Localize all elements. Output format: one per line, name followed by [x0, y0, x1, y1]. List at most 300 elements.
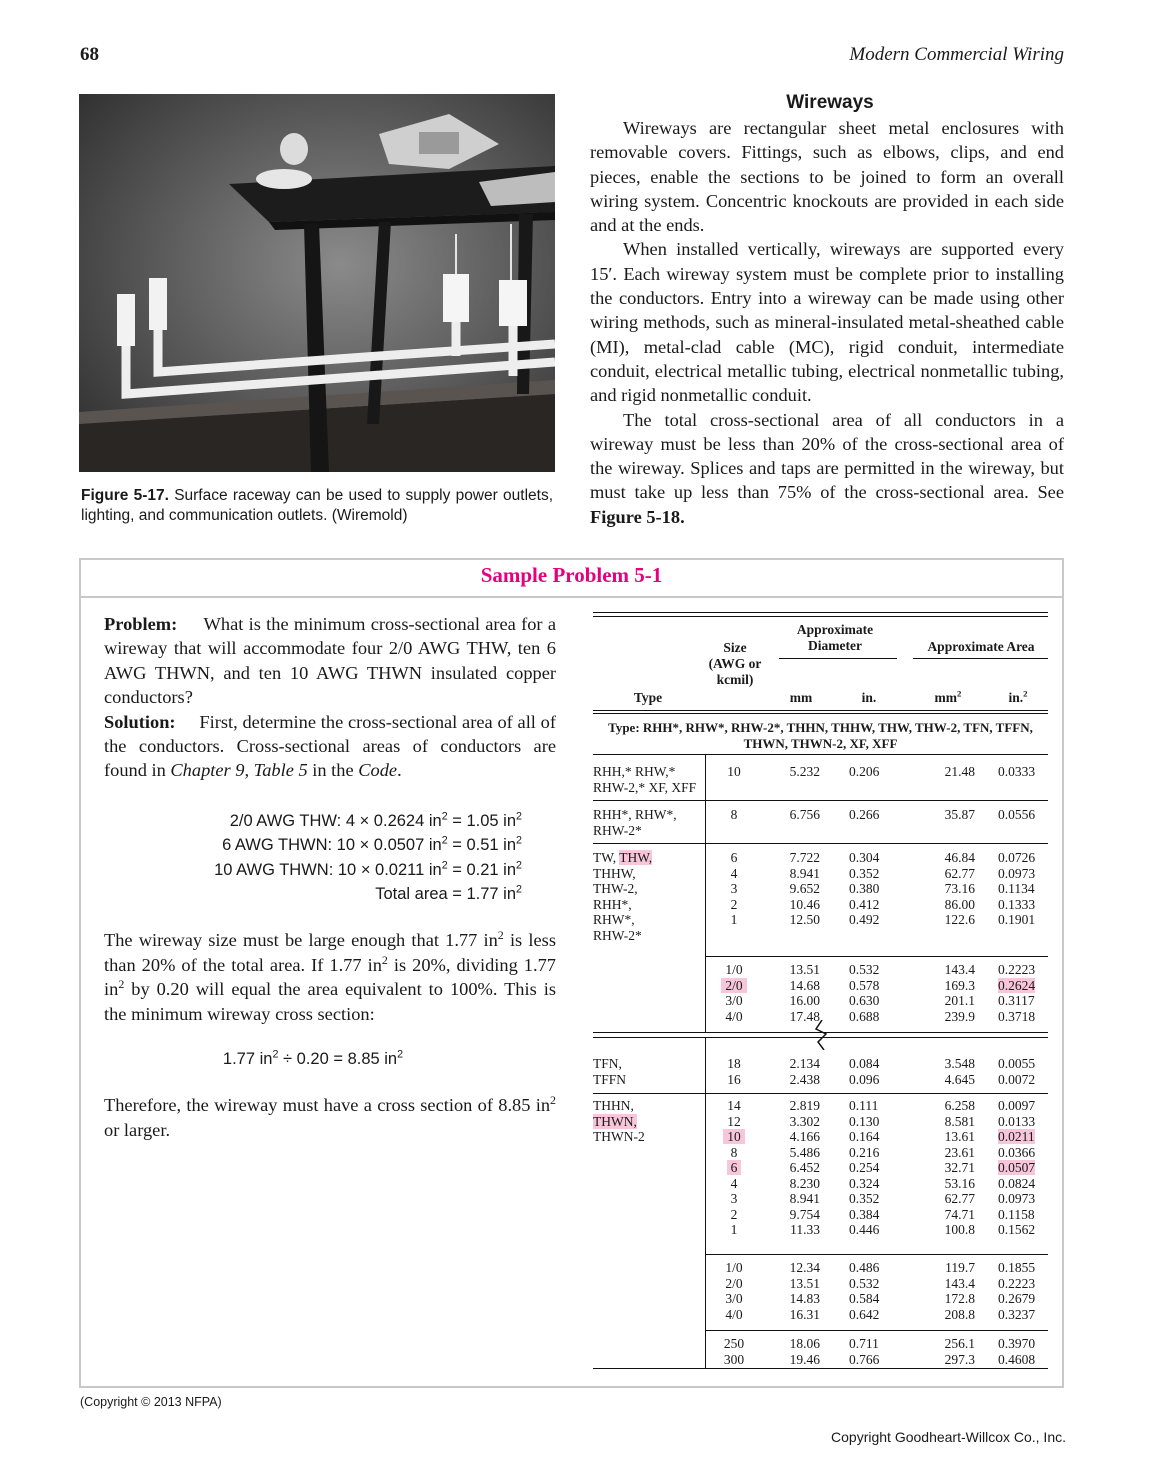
- cell-value: 0.0973: [998, 865, 1036, 881]
- cell-value: 169.3: [944, 977, 975, 993]
- table-break-mark: [808, 1020, 838, 1050]
- header-approx-diameter: Approximate Diameter: [796, 622, 874, 653]
- table-cell-mm: [776, 962, 820, 978]
- table-cell-in2: [998, 1207, 1046, 1223]
- table-cell-in2: [998, 1098, 1046, 1114]
- type-label: THHN,: [593, 1098, 634, 1113]
- type-text: TW,: [593, 850, 620, 865]
- table-cell-mm2: [911, 897, 975, 913]
- table-cell-size: [705, 1145, 763, 1161]
- sup: 2: [441, 859, 448, 872]
- cell-value: 6.452: [789, 1160, 820, 1175]
- table-cell-in2: [998, 764, 1046, 780]
- cell-value: 6: [727, 1160, 742, 1175]
- header-size: Size (AWG or kcmil): [708, 640, 762, 687]
- calc-line-6-thwn: [104, 833, 522, 857]
- cell-value: 4/0: [725, 1306, 743, 1322]
- cell-value: 0.4608: [998, 1351, 1036, 1367]
- para2-d: by 0.20 will equal the area equivalent to 100%. This is the minimum wireway cross section:: [104, 979, 556, 1024]
- cell-value: 12.34: [789, 1260, 820, 1275]
- cell-value: 3/0: [725, 993, 743, 1008]
- table-cell-mm: [776, 764, 820, 780]
- cell-value: 201.1: [944, 993, 975, 1008]
- table-cell-in2: [998, 866, 1046, 882]
- calc-line-2-0-thw: [104, 809, 522, 833]
- table-cell-in: [849, 1009, 889, 1025]
- table-cell-mm2: [911, 1176, 975, 1192]
- table-cell-mm: [776, 807, 820, 823]
- cell-value: 208.8: [944, 1306, 975, 1322]
- table-cell-in2: [998, 1160, 1046, 1176]
- table-cell-mm: [776, 1072, 820, 1088]
- cell-value: 0.0556: [998, 807, 1036, 822]
- table-cell-mm2: [911, 962, 975, 978]
- cell-value: 8.941: [789, 865, 820, 881]
- cell-value: 0.1158: [998, 1206, 1035, 1222]
- table-cell-mm: [776, 1129, 820, 1145]
- figure-reference: Figure 5-18.: [590, 506, 685, 527]
- table-credit: (Copyright © 2013 NFPA): [80, 1395, 222, 1409]
- cell-value: 0.130: [849, 1113, 880, 1129]
- cell-value: 18.06: [789, 1336, 820, 1351]
- calc-line-10-thwn: [104, 858, 522, 882]
- table-cell-size: [705, 993, 763, 1009]
- table-cell-mm2: [911, 1336, 975, 1352]
- cell-value: 8.581: [944, 1113, 975, 1129]
- table-cell-in2: [998, 912, 1046, 928]
- cell-value: 6: [730, 850, 738, 865]
- table-cell-in2: [998, 1145, 1046, 1161]
- header-in2: [993, 690, 1043, 706]
- type-label: TFFN: [593, 1071, 627, 1087]
- table-cell-in2: [998, 1260, 1046, 1276]
- table-cell-in2: [998, 1191, 1046, 1207]
- table-column-divider: [705, 800, 706, 843]
- table-cell-in2: [998, 1114, 1046, 1130]
- cell-value: 74.71: [944, 1206, 975, 1222]
- cell-value: 172.8: [944, 1291, 975, 1306]
- table-cell-mm: [776, 993, 820, 1009]
- paragraph-2: When installed vertically, wireways are supported every 15′. Each wireway system must be complete prior to installing the conductors. Entry into a wireway can be made using other wiring methods, such as mineral-insulated metal-sheathed cable (MI), metal-clad cable (MC), rigid conduit, intermediate conduit, electrical metallic tubing, electrical nonmetallic tubing, and rigid nonmetallic conduit.: [590, 239, 1064, 406]
- type-label: [593, 850, 703, 866]
- wireways-section: [590, 92, 1064, 529]
- calc2-a: 6 AWG THWN: 10 × 0.0507 in: [222, 836, 442, 855]
- cell-value: 250: [723, 1336, 745, 1351]
- table-rule: [705, 956, 1048, 957]
- table-cell-mm: [776, 912, 820, 928]
- figure-caption: [81, 486, 553, 526]
- calc-line-total: [104, 882, 522, 906]
- cell-value: 122.6: [944, 912, 975, 927]
- cell-value: 13.51: [789, 1275, 820, 1291]
- table-cell-mm2: [911, 1276, 975, 1292]
- table-cell-size: [705, 1260, 763, 1276]
- type-text-highlight: THWN,: [593, 1113, 637, 1129]
- table-cell-mm2: [911, 866, 975, 882]
- cell-value: 0.711: [849, 1336, 879, 1351]
- table-cell-mm2: [911, 1056, 975, 1072]
- table-cell-size: [705, 1276, 763, 1292]
- cell-value: 14.68: [789, 977, 820, 993]
- cell-value: 13.61: [944, 1129, 975, 1144]
- table-cell-mm2: [911, 1009, 975, 1025]
- cell-value: 0.532: [849, 962, 880, 977]
- cell-value: 4: [730, 865, 738, 881]
- para2-c: is 20%, dividing 1.77 in: [104, 954, 556, 1000]
- cell-value: 1: [730, 912, 738, 927]
- cell-value: 0.0366: [998, 1144, 1036, 1160]
- sample-problem-text: [104, 612, 556, 1142]
- sup: 2: [118, 977, 125, 992]
- sample-problem-title: Sample Problem 5-1: [480, 563, 663, 587]
- table-cell-mm2: [911, 1260, 975, 1276]
- table-cell-in: [849, 912, 889, 928]
- cell-value: 0.446: [849, 1222, 880, 1237]
- table-cell-in2: [998, 807, 1046, 823]
- cell-value: 0.2223: [998, 962, 1036, 977]
- cell-value: 9.754: [789, 1206, 820, 1222]
- cell-value: 0.0055: [998, 1056, 1036, 1071]
- cell-value: 2.134: [789, 1056, 820, 1071]
- cell-value: 4/0: [725, 1008, 743, 1024]
- type-label: RHW-2*: [593, 822, 642, 838]
- cell-value: 100.8: [944, 1222, 975, 1237]
- problem-statement: [104, 612, 556, 710]
- table-cell-in: [849, 850, 889, 866]
- table-cell-in2: [998, 1352, 1046, 1368]
- table-cell-mm: [776, 1145, 820, 1161]
- cell-value: 9.652: [789, 881, 820, 896]
- cell-value: 10: [727, 764, 741, 779]
- table-cell-size: [705, 807, 763, 823]
- cell-value: 0.688: [849, 1008, 880, 1024]
- table-cell-mm2: [911, 1145, 975, 1161]
- table-cell-mm: [776, 1222, 820, 1238]
- paragraph-3-text: The total cross-sectional area of all conductors in a wireway must be less than 20% of the cross-sectional area of the wireway. Splices and taps are permitted in the wireway, but must take up less than 75% of the cross-sectional area. See: [590, 409, 1064, 503]
- table-cell-in: [849, 1072, 889, 1088]
- table-cell-size: [705, 1352, 763, 1368]
- table-cell-mm2: [911, 1098, 975, 1114]
- cell-value: 0.266: [849, 807, 880, 822]
- table-cell-mm: [776, 978, 820, 994]
- para2-a: The wireway size must be large enough that 1.77 in: [104, 930, 498, 951]
- cell-value: 35.87: [944, 807, 975, 822]
- cell-value: 4: [730, 1175, 738, 1191]
- cell-value: 14: [727, 1098, 741, 1113]
- table-cell-mm: [776, 1056, 820, 1072]
- table-cell-mm: [776, 1291, 820, 1307]
- cell-value: 46.84: [944, 850, 975, 865]
- table-cell-in: [849, 881, 889, 897]
- table-cell-size: [705, 897, 763, 913]
- cell-value: 4.166: [789, 1129, 820, 1144]
- cell-value: 0.3117: [998, 993, 1035, 1008]
- sup: 2: [516, 883, 522, 896]
- cell-value: 2/0: [725, 1275, 743, 1291]
- running-title: Modern Commercial Wiring: [849, 44, 1064, 65]
- cell-value: 32.71: [944, 1160, 975, 1175]
- type-label: RHH*,: [593, 896, 632, 912]
- section-heading: Wireways: [786, 92, 874, 113]
- type-label: [593, 1114, 703, 1130]
- table-rule: [593, 800, 1048, 801]
- cell-value: 1/0: [725, 962, 743, 977]
- sup: 2: [441, 834, 448, 847]
- table-cell-size: [705, 850, 763, 866]
- solution-text-c: .: [397, 760, 402, 781]
- table-cell-in: [849, 1176, 889, 1192]
- cell-value: 12.50: [789, 912, 820, 927]
- in2-text: in.: [1008, 690, 1024, 705]
- table-cell-mm2: [911, 1114, 975, 1130]
- cell-value: 8.941: [789, 1191, 820, 1206]
- table-column-divider: [705, 754, 706, 800]
- table-cell-size: [705, 764, 763, 780]
- header-approx-area: Approximate Area: [927, 639, 1035, 654]
- cell-value: 8: [730, 1144, 738, 1160]
- table-rule: [593, 1093, 1048, 1094]
- table-cell-size: [705, 1114, 763, 1130]
- cell-value: 2: [730, 1206, 738, 1222]
- sup: 2: [516, 810, 522, 823]
- table-cell-mm2: [911, 1207, 975, 1223]
- cell-value: 6.756: [789, 807, 820, 822]
- calc5-b: ÷ 0.20 = 8.85 in: [278, 1050, 398, 1069]
- table-cell-size: [705, 1336, 763, 1352]
- code-name: Code: [358, 760, 398, 781]
- sup: 2: [1023, 688, 1028, 699]
- table-cell-size: [705, 881, 763, 897]
- table-cell-size: [705, 1129, 763, 1145]
- table-cell-mm2: [911, 764, 975, 780]
- cell-value: 16: [727, 1071, 741, 1087]
- cell-value: 0.630: [849, 993, 880, 1008]
- calc2-b: = 0.51 in: [447, 836, 517, 855]
- cell-value: 0.1333: [998, 896, 1036, 912]
- cell-value: 0.380: [849, 881, 880, 896]
- figure-label: Figure 5-17.: [81, 487, 169, 504]
- table-cell-in2: [998, 897, 1046, 913]
- table-cell-size: [705, 912, 763, 928]
- table-cell-in: [849, 1145, 889, 1161]
- cell-value: 143.4: [944, 1275, 975, 1291]
- table-cell-in2: [998, 1276, 1046, 1292]
- table-cell-in: [849, 1056, 889, 1072]
- table-cell-mm2: [911, 1307, 975, 1323]
- cell-value: 0.1134: [998, 881, 1035, 896]
- cell-value: 10.46: [789, 896, 820, 912]
- table-cell-in: [849, 1098, 889, 1114]
- type-label: RHW-2,* XF, XFF: [593, 779, 697, 795]
- table-cell-size: [705, 962, 763, 978]
- solution-statement: [104, 710, 556, 783]
- table-cell-in2: [998, 1072, 1046, 1088]
- cell-value: 0.304: [849, 850, 880, 865]
- table-cell-size: [705, 1009, 763, 1025]
- cell-value: 0.3970: [998, 1336, 1036, 1351]
- cell-value: 2: [730, 896, 738, 912]
- table-rule: [593, 1368, 1048, 1369]
- table-cell-in2: [998, 962, 1046, 978]
- cell-value: 239.9: [944, 1008, 975, 1024]
- table-cell-size: [705, 1207, 763, 1223]
- figure-caption-text: Surface raceway can be used to supply power outlets, lighting, and communication outlets. (Wiremold): [81, 487, 553, 524]
- table-cell-mm2: [911, 807, 975, 823]
- cell-value: 17.48: [789, 1008, 820, 1024]
- header-in: in.: [861, 690, 877, 705]
- table-cell-mm: [776, 1191, 820, 1207]
- cell-value: 23.61: [944, 1144, 975, 1160]
- table-cell-in2: [998, 978, 1046, 994]
- table-cell-size: [705, 978, 763, 994]
- cell-value: 3: [730, 881, 738, 896]
- calc-line-division: [104, 1050, 522, 1069]
- cell-value: 6.258: [944, 1098, 975, 1113]
- cell-value: 10: [723, 1129, 745, 1144]
- calc3-b: = 0.21 in: [447, 860, 517, 879]
- cell-value: 0.412: [849, 896, 880, 912]
- cell-value: 12: [727, 1113, 741, 1129]
- cell-value: 0.3237: [998, 1306, 1036, 1322]
- cell-value: 0.084: [849, 1056, 880, 1071]
- cell-value: 16.00: [789, 993, 820, 1008]
- calculation-block: [104, 809, 522, 907]
- table-cell-in: [849, 978, 889, 994]
- type-text-highlight: THW,: [619, 850, 653, 865]
- table-cell-mm: [776, 866, 820, 882]
- table-cell-mm2: [911, 1129, 975, 1145]
- type-label: RHH*, RHW*,: [593, 807, 677, 822]
- table-cell-in2: [998, 881, 1046, 897]
- table-cell-mm: [776, 1207, 820, 1223]
- table-cell-in: [849, 1307, 889, 1323]
- para3-a: Therefore, the wireway must have a cross section of 8.85 in: [104, 1095, 551, 1116]
- cell-value: 62.77: [944, 865, 975, 881]
- table-rule: [705, 1330, 1048, 1331]
- cell-value: 8.230: [789, 1175, 820, 1191]
- cell-value: 53.16: [944, 1175, 975, 1191]
- cell-value: 0.0072: [998, 1071, 1036, 1087]
- type-label: TFN,: [593, 1056, 622, 1071]
- cell-value: 0.1901: [998, 912, 1036, 927]
- table-cell-in: [849, 1191, 889, 1207]
- table-rule: [593, 843, 1048, 844]
- table-cell-size: [705, 1291, 763, 1307]
- cell-value: 0.206: [849, 764, 880, 779]
- cell-value: 3.302: [789, 1113, 820, 1129]
- cell-value: 0.254: [849, 1160, 880, 1175]
- table-cell-size: [705, 866, 763, 882]
- cell-value: 0.0824: [998, 1175, 1036, 1191]
- table-cell-mm2: [911, 978, 975, 994]
- cell-value: 86.00: [944, 896, 975, 912]
- cell-value: 2.438: [789, 1071, 820, 1087]
- cell-value: 297.3: [944, 1351, 975, 1367]
- table-cell-size: [705, 1056, 763, 1072]
- cell-value: 0.384: [849, 1206, 880, 1222]
- cell-value: 0.2624: [998, 977, 1036, 993]
- problem-label: Problem:: [104, 614, 178, 634]
- cell-value: 4.645: [944, 1071, 975, 1087]
- table-cell-in: [849, 1336, 889, 1352]
- problem-text: What is the minimum cross-sectional area for a wireway that will accommodate four 2/0 AWG THW, ten 6 AWG THWN, and ten 10 AWG THWN insulated copper conductors?: [104, 614, 556, 708]
- table-cell-in2: [998, 1291, 1046, 1307]
- table-cell-in: [849, 993, 889, 1009]
- table-cell-mm2: [911, 881, 975, 897]
- table-cell-mm: [776, 1176, 820, 1192]
- table-cell-size: [705, 1307, 763, 1323]
- sup: 2: [397, 1048, 404, 1061]
- cell-value: 62.77: [944, 1191, 975, 1206]
- cell-value: 11.33: [790, 1222, 820, 1237]
- table-cell-in: [849, 1276, 889, 1292]
- code-reference: Chapter 9, Table 5: [170, 760, 308, 781]
- table-cell-in: [849, 1260, 889, 1276]
- cell-value: 5.486: [789, 1144, 820, 1160]
- table-cell-size: [705, 1098, 763, 1114]
- cell-value: 3/0: [725, 1291, 743, 1306]
- calc5-a: 1.77 in: [222, 1050, 273, 1069]
- table-cell-in2: [998, 1056, 1046, 1072]
- solution-text: First, determine the cross-sectional area of all of the conductors. Cross-sectional areas of conductors are found in: [104, 711, 556, 781]
- cell-value: 0.2223: [998, 1275, 1036, 1291]
- cell-value: 73.16: [944, 881, 975, 896]
- type-label: THW-2,: [593, 881, 638, 896]
- cell-value: 0.0133: [998, 1113, 1036, 1129]
- para3-b: or larger.: [104, 1119, 171, 1140]
- cell-value: 0.766: [849, 1351, 880, 1367]
- table-cell-size: [705, 1160, 763, 1176]
- conclusion-paragraph: [104, 1093, 556, 1142]
- cell-value: 13.51: [789, 962, 820, 977]
- table-cell-mm2: [911, 912, 975, 928]
- table-cell-mm: [776, 1352, 820, 1368]
- cell-value: 0.584: [849, 1291, 880, 1306]
- calc3-a: 10 AWG THWN: 10 × 0.0211 in: [214, 860, 442, 879]
- table-cell-mm: [776, 850, 820, 866]
- table-cell-size: [705, 1191, 763, 1207]
- cell-value: 0.324: [849, 1175, 880, 1191]
- cell-value: 0.532: [849, 1275, 880, 1291]
- cell-value: 0.0097: [998, 1098, 1036, 1113]
- sup: 2: [957, 688, 962, 699]
- table-cell-in2: [998, 993, 1046, 1009]
- table-cell-mm2: [911, 1291, 975, 1307]
- cell-value: 0.0507: [998, 1160, 1036, 1175]
- header-mm2: [923, 690, 973, 706]
- cell-value: 300: [723, 1351, 745, 1367]
- cell-value: 0.1562: [998, 1222, 1036, 1237]
- type-label: RHW-2*: [593, 927, 642, 943]
- table-cell-mm2: [911, 1160, 975, 1176]
- cell-value: 0.352: [849, 865, 880, 881]
- table-cell-in: [849, 1222, 889, 1238]
- table-cell-in: [849, 764, 889, 780]
- cell-value: 0.3718: [998, 1008, 1036, 1024]
- cell-value: 1/0: [725, 1260, 743, 1275]
- cell-value: 0.352: [849, 1191, 880, 1206]
- cell-value: 119.7: [945, 1260, 975, 1275]
- type-label: RHH,* RHW,*: [593, 764, 676, 779]
- cell-value: 0.096: [849, 1071, 880, 1087]
- table-cell-in2: [998, 1176, 1046, 1192]
- header-mm: mm: [789, 690, 813, 705]
- table-cell-mm2: [911, 1222, 975, 1238]
- sup: 2: [497, 928, 504, 943]
- cell-value: 2/0: [721, 978, 746, 993]
- cell-value: 2.819: [789, 1098, 820, 1113]
- cell-value: 0.578: [849, 977, 880, 993]
